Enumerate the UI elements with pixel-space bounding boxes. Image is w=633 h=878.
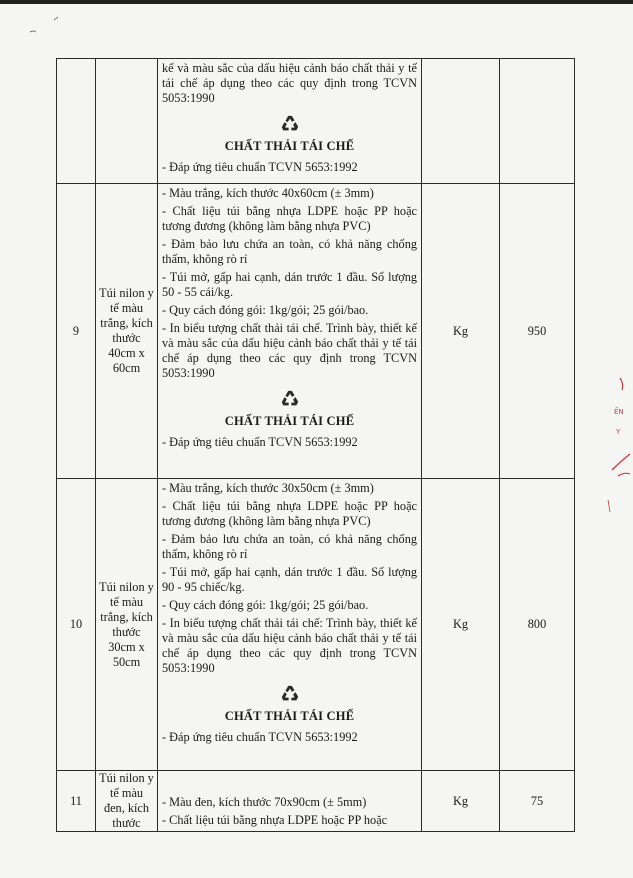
svg-text:ẾN: ẾN: [614, 408, 624, 416]
description-line: - In biểu tượng chất thải tái chế. Trình bày, thiết kế và màu sắc của dấu hiệu cảnh báo chất thải y tế tái chế áp dụng theo các quy định trong TCVN 5053:1990: [162, 321, 417, 380]
standard-line: - Đáp ứng tiêu chuẩn TCVN 5653:1992: [162, 730, 358, 744]
description-line: - In biểu tượng chất thải tái chế: Trình bày, thiết kế và màu sắc của dấu hiệu cảnh báo chất thải y tế tái chế áp dụng theo các quy định trong TCVN 5053:1990: [162, 616, 417, 675]
row-number: 9: [57, 184, 96, 479]
item-description: [158, 771, 422, 832]
row-number: [57, 59, 96, 184]
table-row: [57, 59, 575, 184]
waste-label: CHẤT THẢI TÁI CHẾ: [224, 414, 355, 428]
description-line: - Đảm bảo lưu chứa an toàn, có khả năng chống thấm, không rò rỉ: [162, 237, 417, 266]
description-line: - Chất liệu túi bằng nhựa LDPE hoặc PP hoặc: [162, 813, 388, 827]
item-name: [96, 59, 158, 184]
unit-cell: Kg: [422, 771, 500, 832]
quantity-cell: 800: [500, 479, 575, 771]
stamp-fragment: [598, 372, 632, 522]
description-line: - Quy cách đóng gói: 1kg/gói; 25 gói/bao.: [162, 598, 369, 612]
quantity-cell: 950: [500, 184, 575, 479]
description-line: - Quy cách đóng gói: 1kg/gói; 25 gói/bao.: [162, 303, 369, 317]
description-line: - Túi mở, gấp hai cạnh, dán trước 1 đầu. Số lượng 90 - 95 chiếc/kg.: [162, 565, 417, 594]
description-line: - Chất liệu túi bằng nhựa LDPE hoặc PP hoặc tương đương (không làm bằng nhựa PVC): [162, 499, 417, 528]
quantity-cell: 75: [500, 771, 575, 832]
top-border-strip: [0, 0, 633, 4]
waste-label: CHẤT THẢI TÁI CHẾ: [224, 709, 355, 723]
svg-text:Y: Y: [616, 428, 621, 436]
quantity-cell: [500, 59, 575, 184]
item-description: [158, 479, 422, 771]
scan-smudge: [28, 14, 68, 36]
unit-cell: Kg: [422, 184, 500, 479]
table-row: [57, 479, 575, 771]
description-line: - Túi mở, gấp hai cạnh, dán trước 1 đầu. Số lượng 50 - 55 cái/kg.: [162, 270, 417, 299]
row-number: 11: [57, 771, 96, 832]
row-number: 10: [57, 479, 96, 771]
waste-label: CHẤT THẢI TÁI CHẾ: [224, 139, 355, 153]
unit-cell: [422, 59, 500, 184]
item-name: Túi nilon y tế màu trắng, kích thước 30cm x 50cm: [96, 479, 158, 771]
table-row: [57, 771, 575, 832]
recycle-icon: [162, 389, 417, 409]
item-description: [158, 59, 422, 184]
description-line: - Màu trắng, kích thước 40x60cm (± 3mm): [162, 186, 374, 200]
standard-line: - Đáp ứng tiêu chuẩn TCVN 5653:1992: [162, 160, 358, 174]
description-line: - Màu đen, kích thước 70x90cm (± 5mm): [162, 795, 367, 809]
item-name: Túi nilon y tế màu trắng, kích thước 40cm x 60cm: [96, 184, 158, 479]
description-line: kế và màu sắc của dấu hiệu cảnh báo chất thải y tế tái chế áp dụng theo các quy định trong TCVN 5053:1990: [162, 61, 417, 105]
description-line: - Màu trắng, kích thước 30x50cm (± 3mm): [162, 481, 374, 495]
item-description: [158, 184, 422, 479]
table-row: [57, 184, 575, 479]
recycle-icon: [162, 114, 417, 134]
standard-line: - Đáp ứng tiêu chuẩn TCVN 5653:1992: [162, 435, 358, 449]
recycle-icon: [162, 684, 417, 704]
description-line: - Đảm bảo lưu chứa an toàn, có khả năng chống thấm, không rò rỉ: [162, 532, 417, 561]
item-name: Túi nilon y tế màu đen, kích thước: [96, 771, 158, 832]
spec-table: [56, 58, 575, 832]
description-line: - Chất liệu túi bằng nhựa LDPE hoặc PP hoặc tương đương (không làm bằng nhựa PVC): [162, 204, 417, 233]
unit-cell: Kg: [422, 479, 500, 771]
